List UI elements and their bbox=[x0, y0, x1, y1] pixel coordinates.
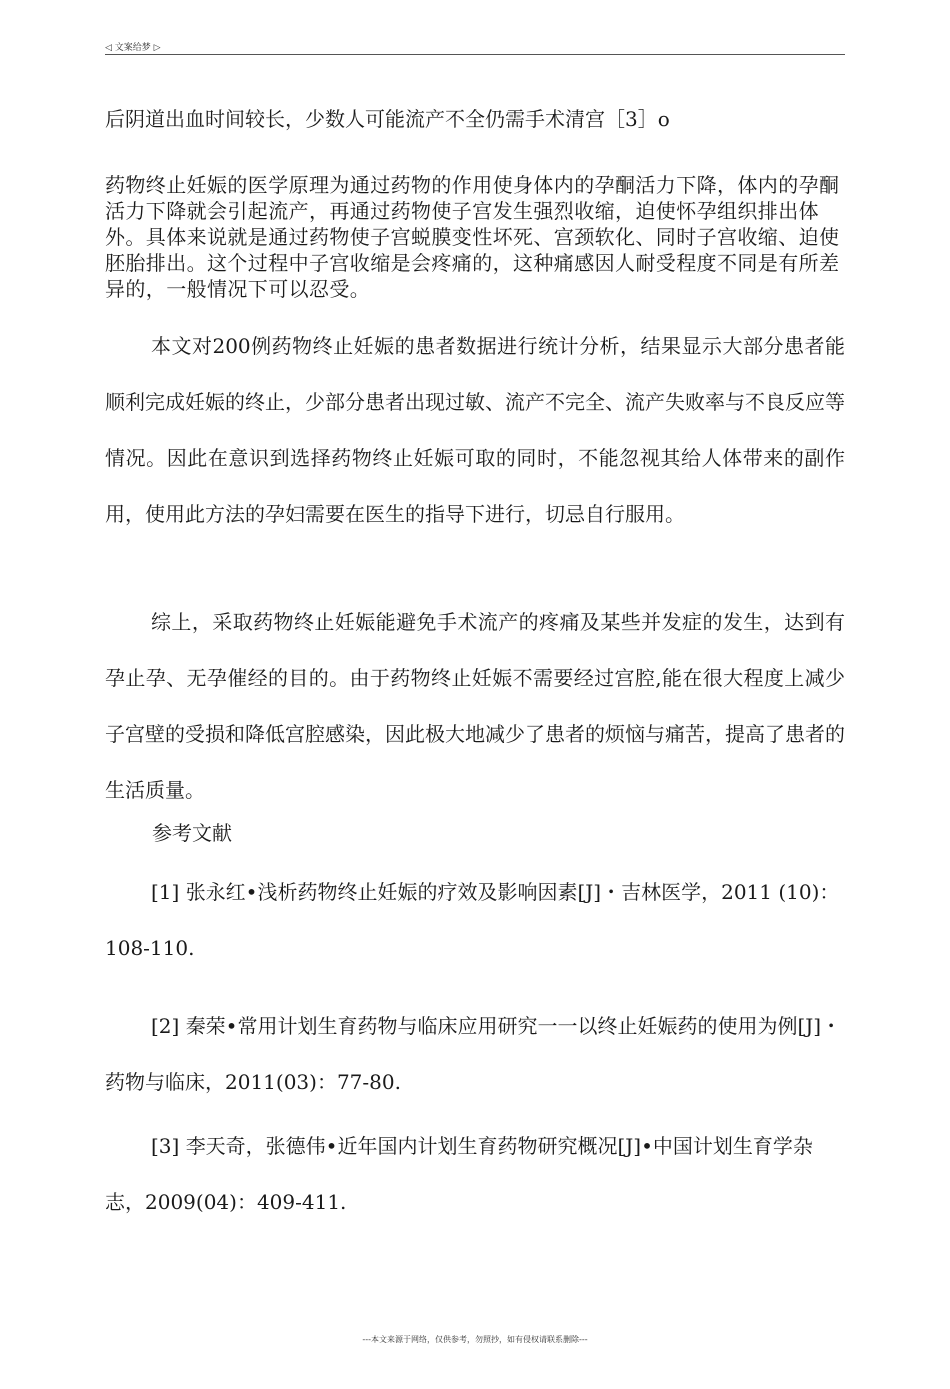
paragraph-continuation: 后阴道出血时间较长，少数人可能流产不全仍需手术清宫［3］o bbox=[105, 107, 670, 131]
paragraph-medical-principle: 药物终止妊娠的医学原理为通过药物的作用使身体内的孕酮活力下降，体内的孕酮活力下降就会引起流产，再通过药物使子宫发生强烈收缩，迫使怀孕组织排出体外。具体来说就是通过药物使子宫蜕膜变性坏死、宫颈软化、同时子宫收缩、迫使胚胎排出。这个过程中子宫收缩是会疼痛的，这种痛感因人耐受程度不同是有所差异的，一般情况下可以忍受。 bbox=[105, 173, 840, 301]
page-footer: ---本文来源于网络，仅供参考，勿照抄，如有侵权请联系删除--- bbox=[362, 1335, 588, 1344]
paragraph-statistics: 本文对200例药物终止妊娠的患者数据进行统计分析，结果显示大部分患者能顺利完成妊娠的终止，少部分患者出现过敏、流产不完全、流产失败率与不良反应等情况。因此在意识到选择药物终止妊娠可取的同时，不能忽视其给人体带来的副作用，使用此方法的孕妇需要在医生的指导下进行，切忌自行服用。 bbox=[105, 334, 845, 526]
page-header: ◁ 文案给梦 ▷ bbox=[105, 43, 161, 53]
reference-item: [1] 张永红•浅析药物终止妊娠的疗效及影响因素[J]・吉林医学，2011 (10)：108-110. bbox=[105, 880, 840, 960]
references-title: 参考文献 bbox=[152, 821, 232, 845]
header-divider bbox=[105, 54, 845, 55]
reference-item: [3] 李天奇，张德伟•近年国内计划生育药物研究概况[J]•中国计划生育学杂志，2009(04)：409-411. bbox=[105, 1134, 813, 1214]
reference-item: [2] 秦荣•常用计划生育药物与临床应用研究一一以终止妊娠药的使用为例[J]・药物与临床，2011(03)：77-80. bbox=[105, 1014, 842, 1094]
paragraph-conclusion: 综上，采取药物终止妊娠能避免手术流产的疼痛及某些并发症的发生，达到有孕止孕、无孕催经的目的。由于药物终止妊娠不需要经过宫腔,能在很大程度上减少子宫壁的受损和降低宫腔感染，因此极大地减少了患者的烦恼与痛苦，提高了患者的生活质量。 bbox=[105, 610, 845, 802]
